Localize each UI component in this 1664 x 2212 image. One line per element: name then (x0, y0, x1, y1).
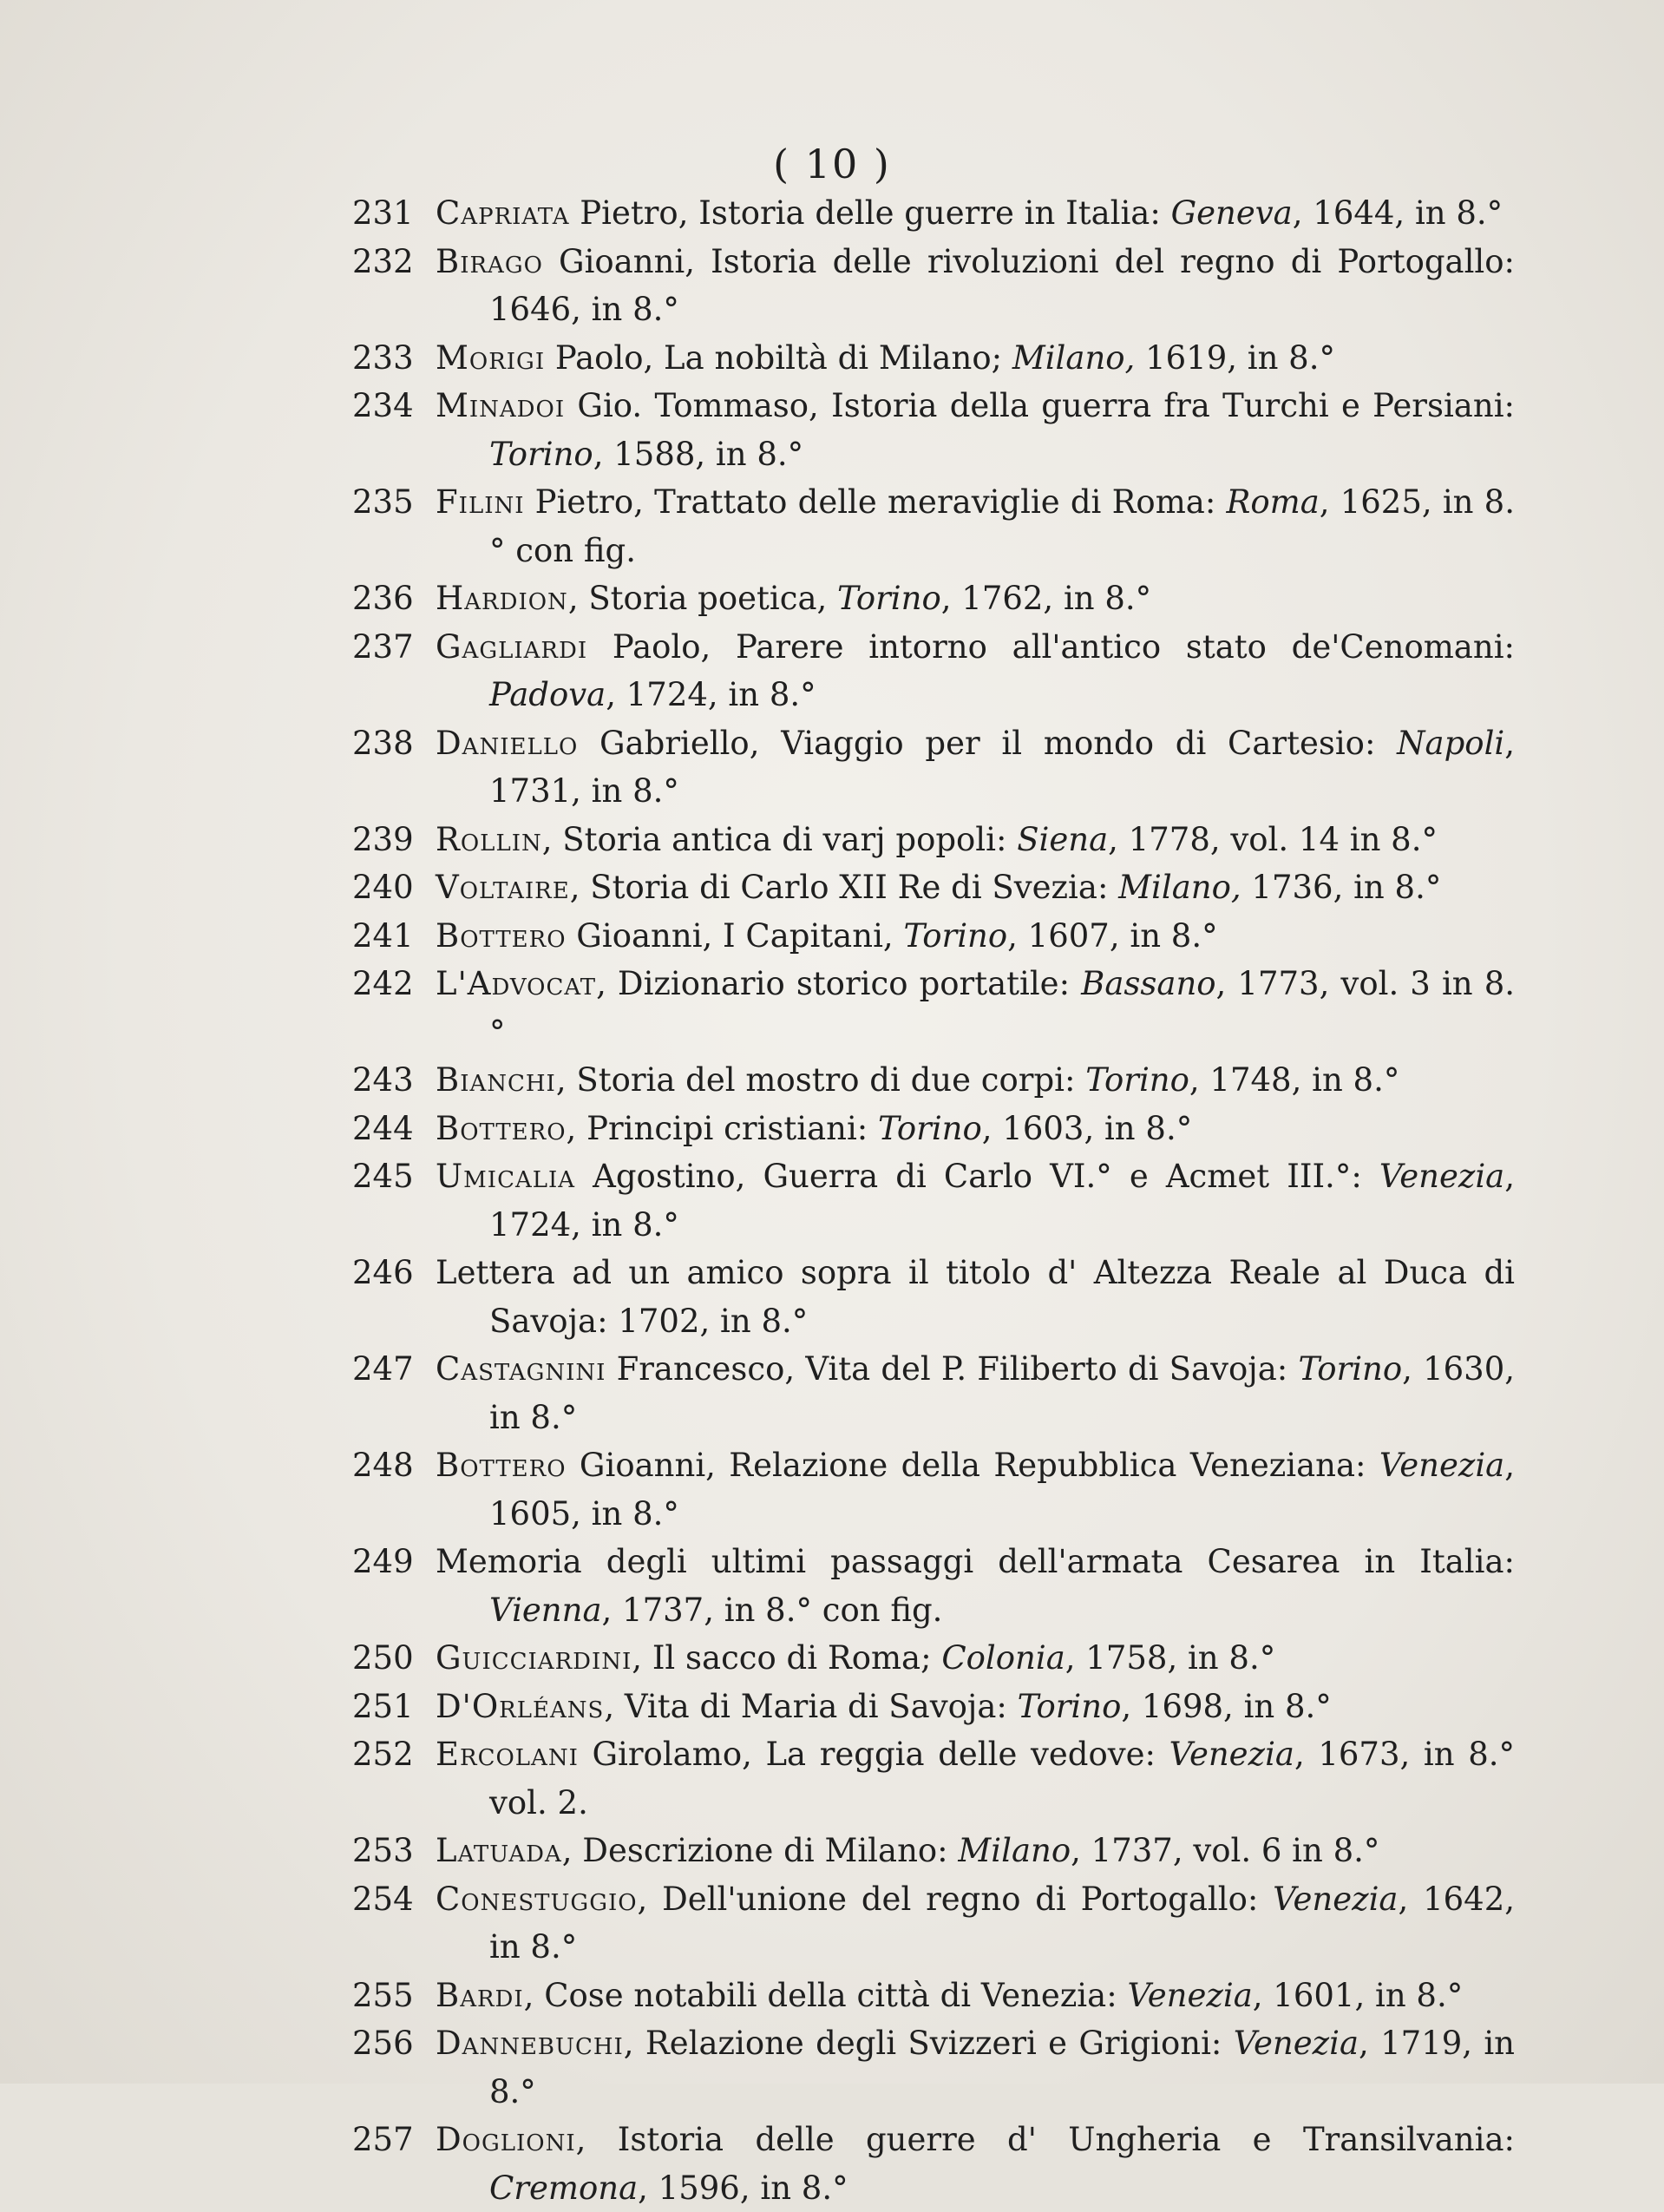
entry-imprint: , 1758, in 8.° (1065, 1639, 1276, 1677)
entry-author: Capriata (436, 194, 570, 232)
entry-imprint: , 1731, in 8.° (489, 724, 1515, 810)
entry-text (436, 189, 1515, 238)
entry-place: Torino (1017, 1687, 1122, 1725)
entry-number: 235 (352, 483, 414, 521)
entry-number: 241 (352, 916, 414, 955)
entry-place: Roma (1226, 483, 1320, 521)
entry-place: Torino (903, 916, 1008, 955)
entry-author: Bottero (436, 1447, 567, 1484)
entry-title: Memoria degli ultimi passaggi dell'armata Cesarea in Italia: (436, 1543, 1515, 1580)
entry-number: 246 (352, 1254, 414, 1291)
entry-text (436, 1875, 1515, 1972)
entry-author: Bottero (436, 1109, 567, 1147)
catalogue-entry (352, 816, 1515, 864)
entry-text (436, 1345, 1515, 1441)
entry-author: Guicciardini (436, 1639, 632, 1677)
entry-text (436, 574, 1515, 623)
entry-author: Umicalia (436, 1158, 576, 1195)
entry-number: 255 (352, 1976, 414, 2014)
entry-place: Geneva (1170, 194, 1293, 232)
entry-title: Francesco, Vita del P. Filiberto di Savoja: (606, 1350, 1299, 1388)
entry-imprint: , 1773, vol. 3 in 8.° (489, 965, 1516, 1051)
entry-number: 249 (352, 1543, 414, 1580)
entry-title: Gioanni, Istoria delle rivoluzioni del regno di Portogallo: 1646, in 8.° (489, 242, 1515, 328)
entry-title: Gio. Tommaso, Istoria della guerra fra Turchi e Persiani: (565, 387, 1515, 424)
entry-author: L'Advocat (436, 965, 597, 1002)
entry-author: Minadoi (436, 387, 566, 424)
entry-place: Venezia (1169, 1736, 1294, 1773)
entry-author: Latuada (436, 1832, 562, 1869)
entry-imprint: , 1762, in 8.° (940, 580, 1152, 617)
entry-text (436, 623, 1515, 719)
entry-title: Gioanni, I Capitani, (566, 916, 904, 955)
catalogue-entry (352, 1152, 1515, 1249)
entry-text (436, 1827, 1515, 1875)
entry-imprint: , 1642, in 8.° (489, 1880, 1515, 1966)
entry-title: , Storia di Carlo XII Re di Svezia: (569, 869, 1119, 906)
entry-place: Siena (1017, 820, 1109, 858)
entry-author: Bianchi (436, 1061, 556, 1099)
entry-number: 232 (352, 242, 414, 280)
entry-place: Milano (958, 1832, 1071, 1869)
entry-imprint: , 1698, in 8.° (1121, 1687, 1332, 1725)
entry-place: Venezia (1273, 1880, 1399, 1918)
entry-text (436, 960, 1515, 1056)
entry-text (436, 719, 1515, 816)
entry-number: 254 (352, 1880, 414, 1918)
entry-place: Venezia (1379, 1158, 1505, 1195)
entry-imprint: , 1724, in 8.° (606, 676, 816, 713)
entry-imprint: , 1607, in 8.° (1007, 916, 1218, 955)
entry-author: Doglioni (436, 2121, 576, 2158)
entry-number: 251 (352, 1687, 414, 1725)
entry-number: 256 (352, 2025, 414, 2062)
entry-imprint: , 1603, in 8.° (981, 1109, 1193, 1147)
entry-title: Agostino, Guerra di Carlo VI.° e Acmet III.°: (575, 1158, 1379, 1195)
entry-text (436, 334, 1515, 383)
entry-number: 233 (352, 338, 414, 377)
entry-author: Ercolani (436, 1736, 579, 1773)
catalogue-entry (352, 1538, 1515, 1634)
entry-author: D'Orléans (436, 1687, 605, 1725)
entry-number: 248 (352, 1447, 414, 1484)
entry-text (436, 1683, 1515, 1731)
entry-title: Lettera ad un amico sopra il titolo d' Altezza Reale al Duca di Savoja: 1702, in 8.° (436, 1254, 1515, 1340)
catalogue-entry (352, 1827, 1515, 1875)
entry-text (436, 478, 1515, 574)
entry-imprint: 1736, in 8.° (1241, 869, 1442, 906)
catalogue-entry (352, 623, 1515, 719)
entry-title: Paolo, Parere intorno all'antico stato de'Cenomani: (587, 627, 1515, 666)
entry-place: Colonia (941, 1639, 1065, 1677)
catalogue-entry (352, 1875, 1515, 1972)
entry-title: Girolamo, La reggia delle vedove: (578, 1736, 1169, 1773)
entry-place: Venezia (1127, 1976, 1253, 2014)
catalogue-entry (352, 1683, 1515, 1731)
entry-title: Gioanni, Relazione della Repubblica Veneziana: (566, 1447, 1379, 1484)
entry-imprint: , 1605, in 8.° (489, 1447, 1515, 1533)
catalogue-entry (352, 189, 1515, 238)
catalogue-entry (352, 1730, 1515, 1827)
entry-place: Vienna (489, 1591, 602, 1629)
entry-imprint: , 1644, in 8.° (1292, 194, 1503, 232)
entry-text (436, 382, 1515, 478)
entry-title: , Descrizione di Milano: (561, 1832, 959, 1869)
entry-author: Morigi (436, 338, 546, 377)
entry-number: 240 (352, 869, 414, 906)
entry-text (436, 1441, 1515, 1538)
entry-text (436, 863, 1515, 912)
entry-imprint: , 1737, in 8.° con fig. (601, 1591, 943, 1629)
entry-text (436, 1972, 1515, 2020)
entry-place: Milano, (1118, 869, 1241, 906)
entry-place: Napoli (1397, 724, 1505, 762)
entry-number: 245 (352, 1158, 414, 1195)
entry-text (436, 238, 1515, 334)
entry-text (436, 2116, 1515, 2212)
entry-place: Venezia (1233, 2025, 1359, 2062)
entry-author: Castagnini (436, 1350, 606, 1388)
entry-text (436, 1105, 1515, 1153)
entry-number: 247 (352, 1350, 414, 1388)
entry-imprint: , 1601, in 8.° (1252, 1976, 1464, 2014)
entry-author: Voltaire (436, 869, 570, 906)
entry-number: 244 (352, 1109, 414, 1147)
entry-title: , Storia poetica, (567, 580, 838, 617)
entry-author: Gagliardi (436, 627, 588, 666)
entry-text (436, 816, 1515, 864)
entry-imprint: , 1719, in 8.° (489, 2025, 1515, 2110)
entry-place: Venezia (1379, 1447, 1505, 1484)
entry-title: , Cose notabili della città di Venezia: (523, 1976, 1128, 2014)
entry-place: Cremona (489, 2169, 639, 2207)
entry-title: Pietro, Trattato delle meraviglie di Roma: (524, 483, 1227, 521)
entry-title: , Dell'unione del regno di Portogallo: (637, 1880, 1274, 1918)
entry-title: , Vita di Maria di Savoja: (604, 1687, 1018, 1725)
catalogue-entry (352, 1634, 1515, 1683)
entry-text (436, 912, 1515, 961)
entry-place: Milano, (1012, 338, 1136, 377)
entry-text (436, 2019, 1515, 2116)
entry-number: 250 (352, 1639, 414, 1677)
catalogue-entry (352, 574, 1515, 623)
entry-text (436, 1152, 1515, 1249)
catalogue-entry (352, 1105, 1515, 1153)
entry-title: , Storia del mostro di due corpi: (555, 1061, 1086, 1099)
entry-author: Birago (436, 242, 543, 280)
entry-place: Padova (489, 676, 606, 713)
entry-author: Conestuggio (436, 1880, 638, 1918)
catalogue-entry (352, 719, 1515, 816)
entry-imprint: , 1625, in 8.° con fig. (489, 483, 1515, 569)
entry-imprint: , 1737, vol. 6 in 8.° (1071, 1832, 1380, 1869)
entry-text (436, 1730, 1515, 1827)
catalogue-entry (352, 1441, 1515, 1538)
entry-author: Bardi (436, 1976, 524, 2014)
entry-imprint: , 1588, in 8.° (593, 435, 804, 473)
entry-imprint: , 1748, in 8.° (1189, 1061, 1400, 1099)
entry-text (436, 1056, 1515, 1105)
entry-number: 234 (352, 387, 414, 424)
entry-text (436, 1249, 1515, 1345)
entry-title: Gabriello, Viaggio per il mondo di Cartesio: (578, 724, 1398, 762)
catalogue-entry (352, 1345, 1515, 1441)
page-number: ( 10 ) (773, 141, 891, 187)
catalogue-entry (352, 2019, 1515, 2116)
entry-author: Bottero (436, 916, 567, 955)
entry-title: , Relazione degli Svizzeri e Grigioni: (623, 2025, 1234, 2062)
catalogue-entry (352, 382, 1515, 478)
entry-number: 236 (352, 580, 414, 617)
entry-number: 243 (352, 1061, 414, 1099)
entry-number: 252 (352, 1736, 414, 1773)
entry-author: Rollin (436, 820, 542, 858)
entry-place: Bassano (1081, 965, 1216, 1002)
catalogue-entry (352, 238, 1515, 334)
catalogue-entry (352, 334, 1515, 383)
entry-number: 239 (352, 820, 414, 858)
catalogue-entry (352, 960, 1515, 1056)
catalogue-entry (352, 2116, 1515, 2212)
entry-imprint: , 1673, in 8.° vol. 2. (489, 1736, 1515, 1821)
entry-imprint: 1619, in 8.° (1135, 338, 1335, 377)
entry-number: 237 (352, 627, 414, 666)
entry-imprint: , 1724, in 8.° (489, 1158, 1515, 1244)
entry-title: , Storia antica di varj popoli: (541, 820, 1018, 858)
catalogue-entry (352, 478, 1515, 574)
entry-text (436, 1538, 1515, 1634)
entry-author: Daniello (436, 724, 579, 762)
entry-number: 257 (352, 2121, 414, 2158)
entry-title: Pietro, Istoria delle guerre in Italia: (569, 194, 1171, 232)
entry-number: 253 (352, 1832, 414, 1869)
catalogue-entry (352, 1056, 1515, 1105)
entry-imprint: , 1596, in 8.° (638, 2169, 848, 2207)
entry-place: Torino (1085, 1061, 1189, 1099)
entry-title: , Principi cristiani: (566, 1109, 879, 1147)
entry-place: Torino (1298, 1350, 1403, 1388)
catalogue-entry (352, 863, 1515, 912)
entry-title: , Il sacco di Roma; (632, 1639, 942, 1677)
entry-number: 242 (352, 965, 414, 1002)
catalogue-entry (352, 912, 1515, 961)
entry-author: Filini (436, 483, 525, 521)
entry-number: 231 (352, 194, 414, 232)
entry-place: Torino (489, 435, 593, 473)
catalogue-entry (352, 1249, 1515, 1345)
entry-number: 238 (352, 724, 414, 762)
entry-title: Paolo, La nobiltà di Milano; (545, 338, 1012, 377)
catalogue-entry (352, 1972, 1515, 2020)
entry-author: Hardion (436, 580, 568, 617)
entry-text (436, 1634, 1515, 1683)
entry-author: Dannebuchi (436, 2025, 624, 2062)
entry-title: , Istoria delle guerre d' Ungheria e Transilvania: (575, 2121, 1515, 2158)
entry-imprint: , 1778, vol. 14 in 8.° (1108, 820, 1438, 858)
catalogue-entries (352, 189, 1515, 2212)
entry-title: , Dizionario storico portatile: (596, 965, 1082, 1002)
entry-place: Torino (878, 1109, 982, 1147)
entry-imprint: , 1630, in 8.° (489, 1350, 1516, 1436)
entry-place: Torino (837, 580, 941, 617)
